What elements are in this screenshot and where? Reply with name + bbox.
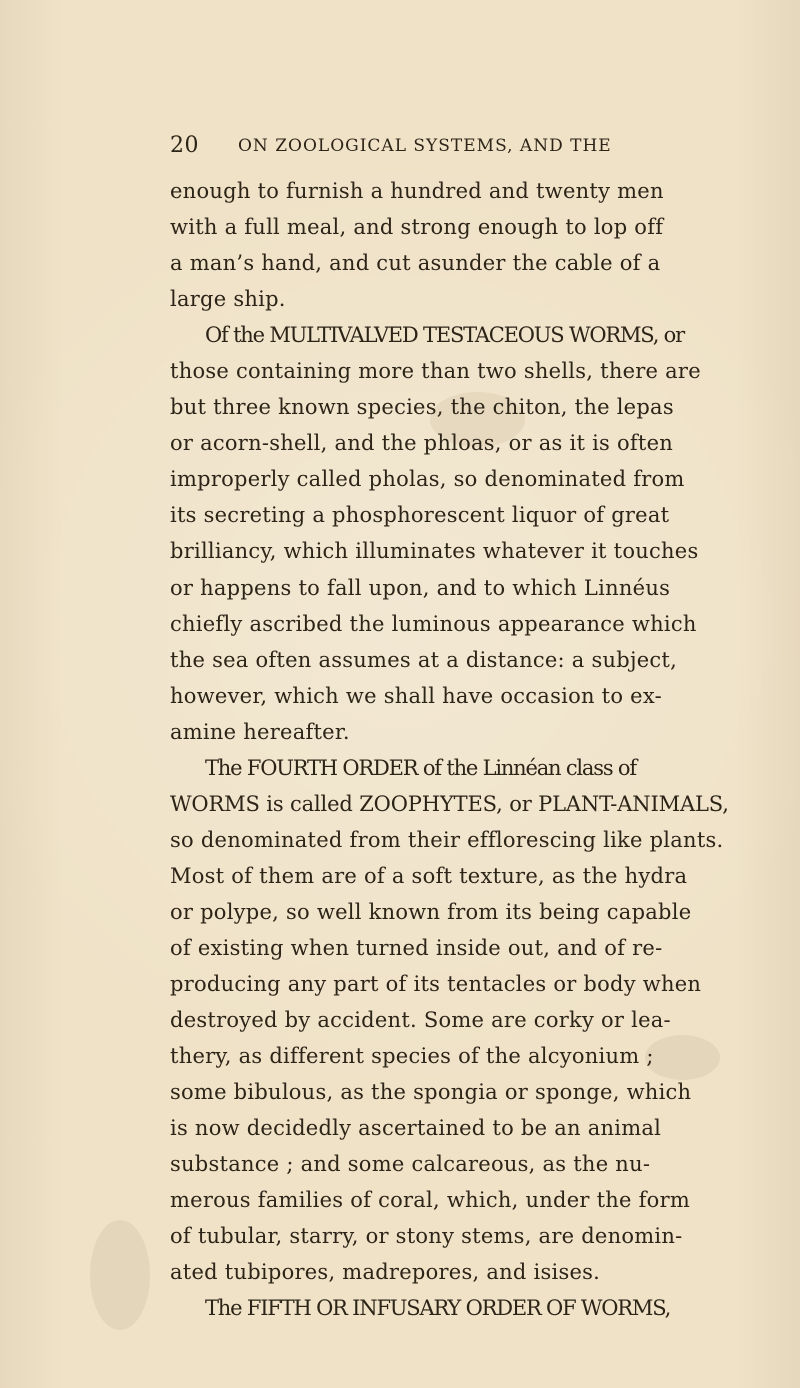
- text-line: of tubular, starry, or stony stems, are denomin-: [170, 1224, 683, 1249]
- text-line: so denominated from their efflorescing like plants.: [170, 827, 724, 852]
- text-line: the sea often assumes at a distance: a subject,: [170, 647, 678, 672]
- text-line: but three known species, the chiton, the lepas: [170, 395, 674, 420]
- text-line: amine hereafter.: [170, 719, 350, 744]
- page-header: [170, 132, 730, 160]
- text-line: The FIFTH OR INFUSARY ORDER OF WORMS,: [205, 1296, 671, 1321]
- text-line: brilliancy, which illuminates whatever it touches: [170, 539, 699, 564]
- text-line: however, which we shall have occasion to ex-: [170, 683, 662, 708]
- text-line: merous families of coral, which, under the form: [170, 1188, 691, 1213]
- text-line: Most of them are of a soft texture, as the hydra: [170, 863, 688, 888]
- text-line: or polype, so well known from its being capable: [170, 899, 692, 924]
- text-line: of existing when turned inside out, and of re-: [170, 935, 663, 960]
- text-line: ated tubipores, madrepores, and isises.: [170, 1260, 601, 1285]
- text-line: thery, as different species of the alcyonium ;: [170, 1044, 654, 1069]
- text-line: a man’s hand, and cut asunder the cable of a: [170, 251, 661, 276]
- body-text: [170, 173, 730, 1327]
- text-line: or acorn-shell, and the phloas, or as it is often: [170, 431, 674, 456]
- paper-stain: [90, 1220, 150, 1330]
- page-number: 20: [170, 133, 199, 158]
- text-line: Of the MULTIVALVED TESTACEOUS WORMS, or: [205, 323, 684, 348]
- running-head: ON ZOOLOGICAL SYSTEMS, AND THE: [238, 136, 612, 156]
- text-line: substance ; and some calcareous, as the nu-: [170, 1152, 651, 1177]
- text-line: WORMS is called ZOOPHYTES, or PLANT-ANIMALS,: [170, 791, 729, 816]
- text-line: chiefly ascribed the luminous appearance which: [170, 611, 697, 636]
- text-line: The FOURTH ORDER of the Linnéan class of: [205, 755, 636, 780]
- text-line: those containing more than two shells, there are: [170, 359, 701, 384]
- text-line: is now decidedly ascertained to be an animal: [170, 1116, 662, 1141]
- text-line: destroyed by accident. Some are corky or lea-: [170, 1008, 671, 1033]
- text-line: producing any part of its tentacles or body when: [170, 972, 702, 997]
- text-line: improperly called pholas, so denominated from: [170, 467, 685, 492]
- text-line: its secreting a phosphorescent liquor of great: [170, 503, 670, 528]
- text-line: or happens to fall upon, and to which Linnéus: [170, 575, 671, 600]
- text-line: large ship.: [170, 287, 286, 312]
- text-line: some bibulous, as the spongia or sponge, which: [170, 1080, 692, 1105]
- text-line: with a full meal, and strong enough to lop off: [170, 215, 664, 240]
- text-line: enough to furnish a hundred and twenty men: [170, 179, 664, 203]
